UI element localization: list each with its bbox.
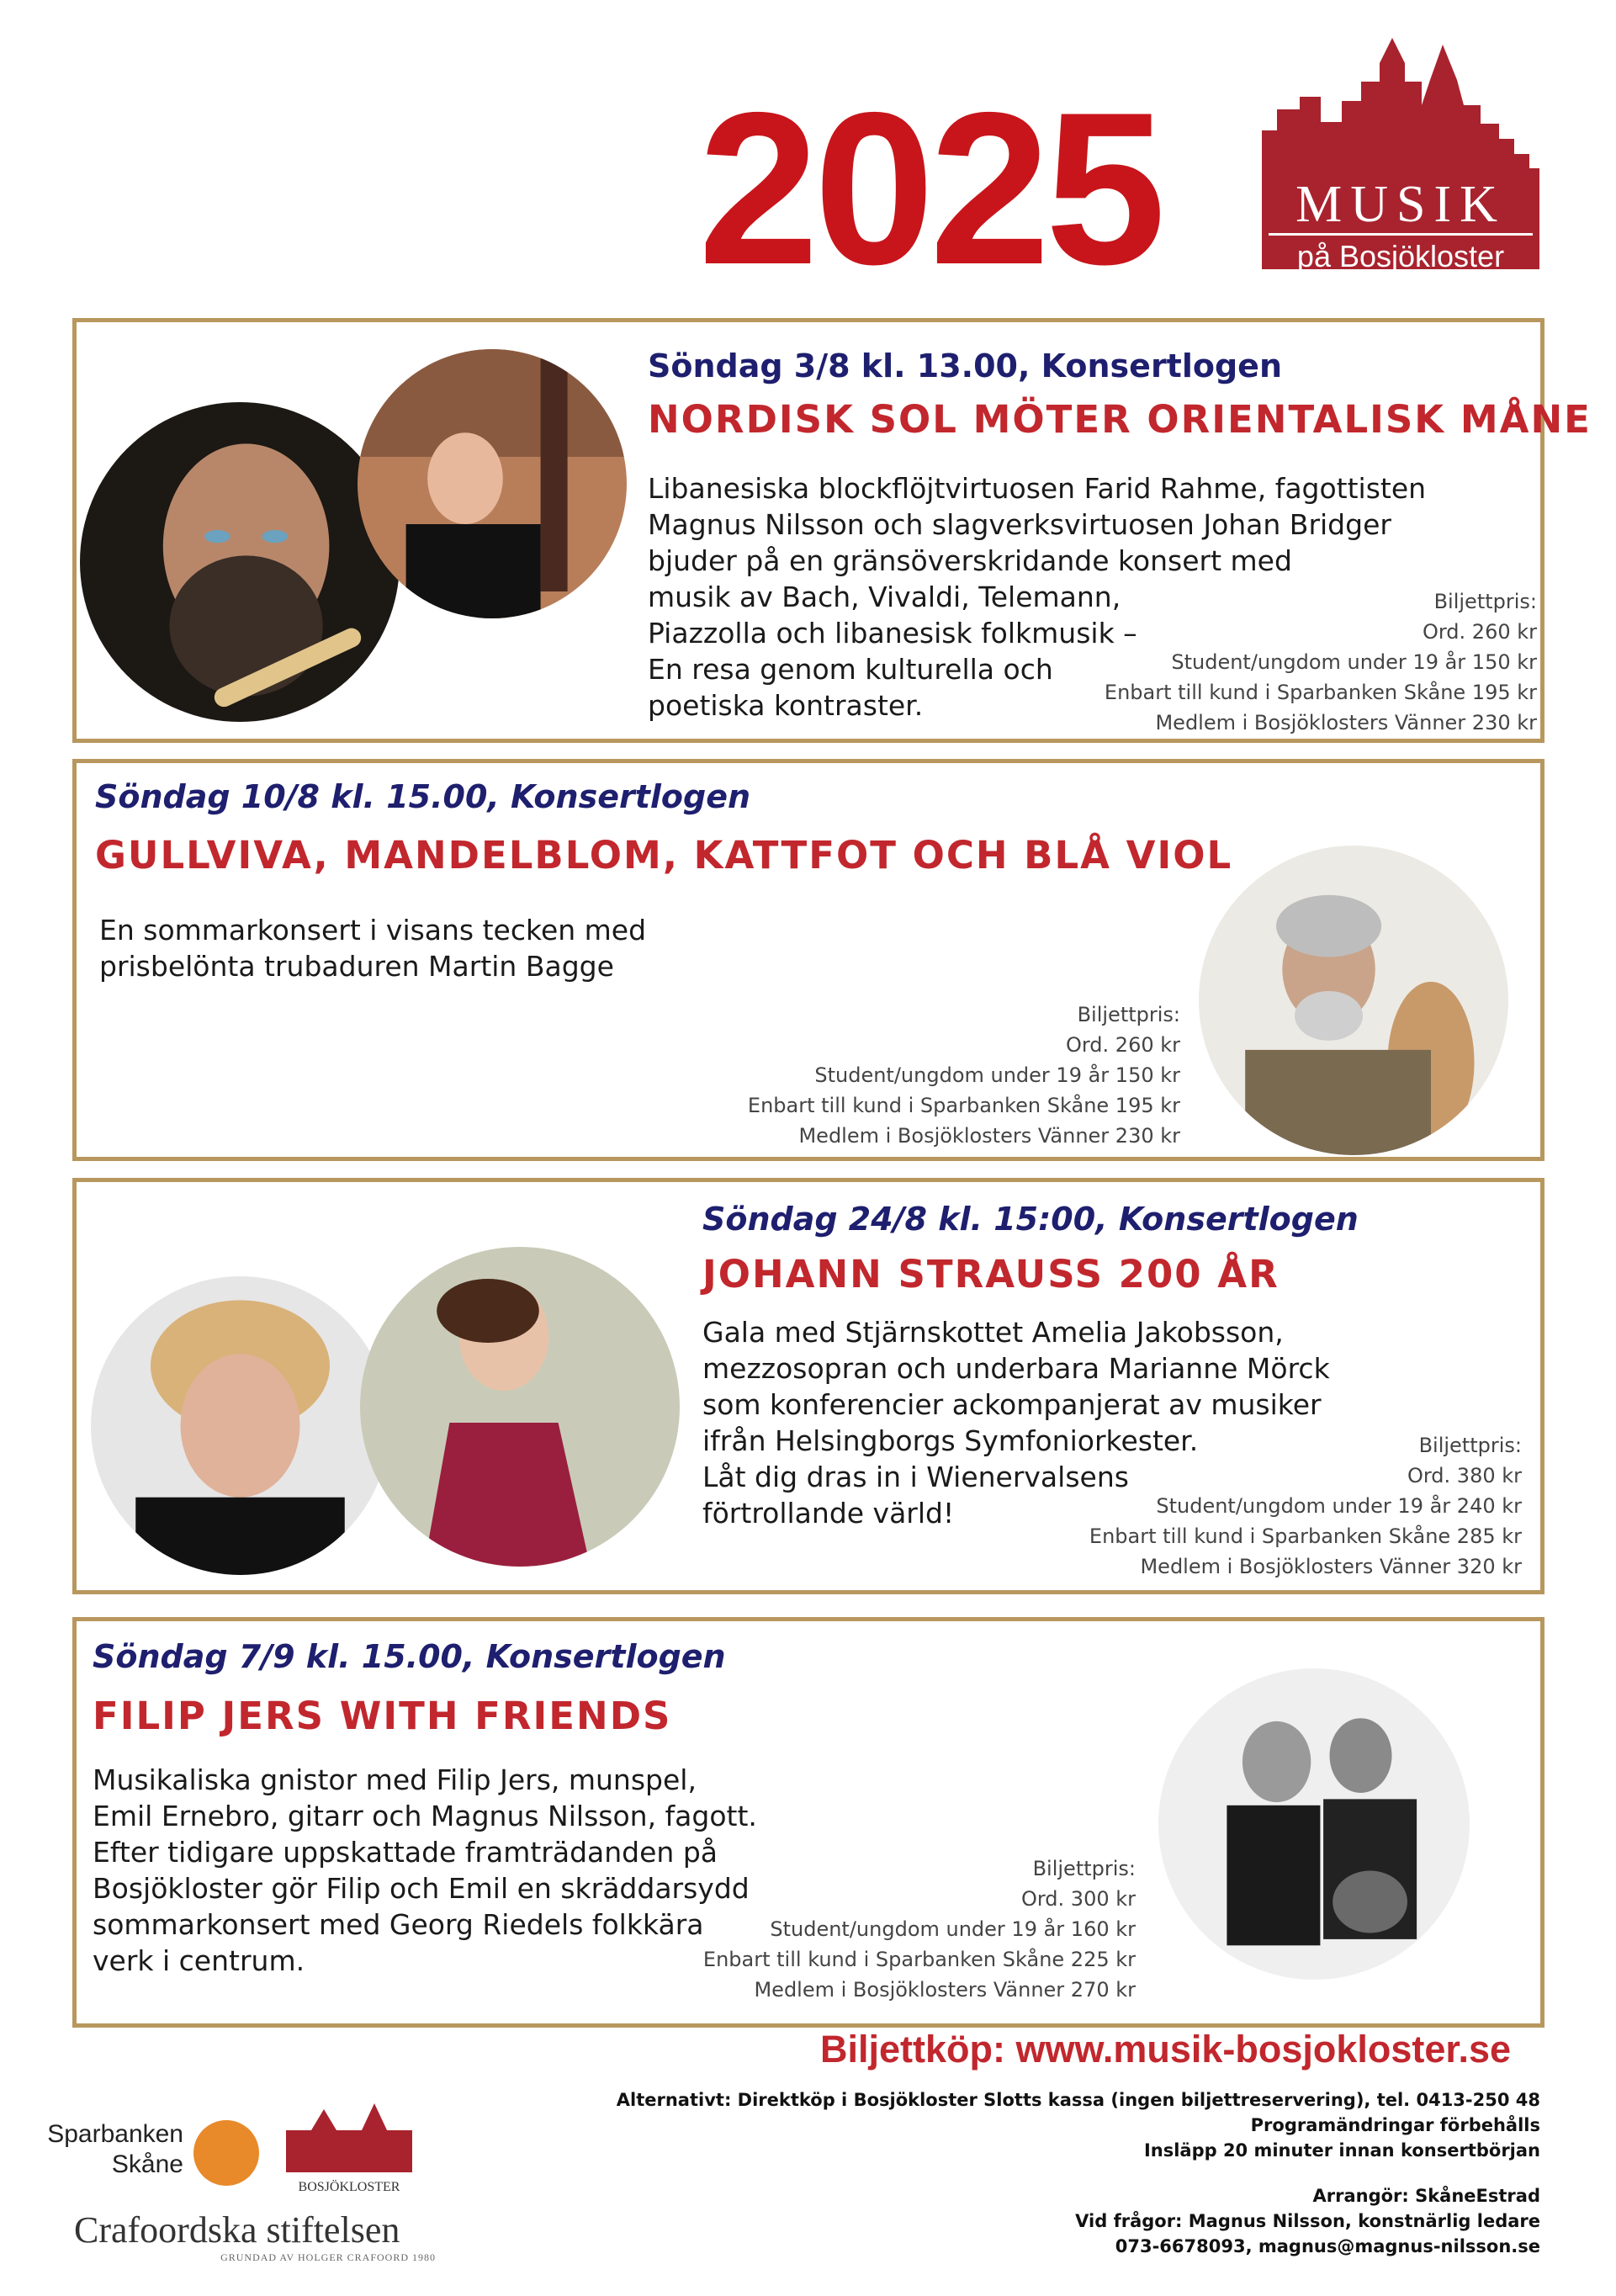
performer-photo-magnus xyxy=(358,349,627,618)
footer-organizer: Arrangör: SkåneEstrad xyxy=(1312,2186,1540,2206)
year-heading: 2025 xyxy=(698,66,1161,310)
crafoord-logo xyxy=(74,2209,436,2264)
concert-2-description: En sommarkonsert i visans tecken med prisbelönta trubaduren Martin Bagge xyxy=(99,914,647,983)
footer-entry: Insläpp 20 minuter innan konsertbörjan xyxy=(1143,2140,1540,2161)
footer-questions: Vid frågor: Magnus Nilsson, konstnärlig ledare xyxy=(1075,2211,1540,2231)
concert-3-prices: Biljettpris: Ord. 380 kr Student/ungdom under 19 år 240 kr Enbart till kund i Sparbanken Skåne 285 kr Medlem i Bosjöklosters Vänner 320 kr xyxy=(1089,1434,1522,1578)
performer-photo-farid xyxy=(80,402,400,722)
concert-3-description: Gala med Stjärnskottet Amelia Jakobsson, mezzosopran och underbara Marianne Mörck som konferencier ackompanjerat av musiker ifrån Helsingborgs Symfoniorkester. Låt dig dras in i Wienervalsens förtrollande värld! xyxy=(702,1316,1330,1530)
bosjokloster-logo xyxy=(278,2097,421,2198)
skane-text: Skåne xyxy=(111,2150,183,2178)
crafoord-text: Crafoordska stiftelsen xyxy=(74,2209,400,2251)
performer-photo-amelia xyxy=(360,1247,680,1567)
concert-4-description: Musikaliska gnistor med Filip Jers, munspel, Emil Ernebro, gitarr och Magnus Nilsson, fagott. Efter tidigare uppskattade framträdanden på Bosjökloster gör Filip och Emil en skräddarsydd sommarkonsert med Georg Riedels folkkära verk i centrum. xyxy=(93,1763,757,1977)
logo-sub: på Bosjökloster xyxy=(1296,239,1505,273)
concert-2-prices: Biljettpris: Ord. 260 kr Student/ungdom under 19 år 150 kr Enbart till kund i Sparbanken Skåne 195 kr Medlem i Bosjöklosters Vänner 230 kr xyxy=(747,1003,1180,1148)
concert-4-title: FILIP JERS WITH FRIENDS xyxy=(93,1694,672,1738)
crafoord-subtext: GRUNDAD AV HOLGER CRAFOORD 1980 xyxy=(220,2251,436,2263)
bosjokloster-text: BOSJÖKLOSTER xyxy=(298,2180,400,2194)
concert-1-date: Söndag 3/8 kl. 13.00, Konsertlogen xyxy=(648,347,1283,384)
concert-1-title: NORDISK SOL MÖTER ORIENTALISK MÅNE xyxy=(648,397,1592,442)
sparbanken-icon xyxy=(193,2120,259,2186)
concert-1-prices: Biljettpris: Ord. 260 kr Student/ungdom under 19 år 150 kr Enbart till kund i Sparbanken Skåne 195 kr Medlem i Bosjöklosters Vänner 230 kr xyxy=(1104,590,1537,734)
footer-changes: Programändringar förbehålls xyxy=(1250,2115,1540,2135)
sparbanken-skane-logo xyxy=(47,2120,268,2187)
performer-photo-marianne xyxy=(91,1276,389,1575)
ticket-purchase-link[interactable]: Biljettköp: www.musik-bosjokloster.se xyxy=(820,2028,1512,2071)
concert-1-description: Libanesiska blockflöjtvirtuosen Farid Rahme, fagottisten Magnus Nilsson och slagverksvirtuosen Johan Bridger bjuder på en gränsöverskridande konsert med musik av Bach, Vivaldi, Telemann, Piazzolla och libanesisk folkmusik – En resa genom kulturella och poetiska kontraster. xyxy=(648,472,1427,722)
footer-alternative: Alternativt: Direktköp i Bosjökloster Slotts kassa (ingen biljettreservering), tel. 0413-250 48 xyxy=(616,2090,1540,2110)
concert-4-prices: Biljettpris: Ord. 300 kr Student/ungdom under 19 år 160 kr Enbart till kund i Sparbanken Skåne 225 kr Medlem i Bosjöklosters Vänner 270 kr xyxy=(702,1857,1136,2002)
concert-3-title: JOHANN STRAUSS 200 ÅR xyxy=(702,1252,1280,1296)
concert-3-date: Söndag 24/8 kl. 15:00, Konsertlogen xyxy=(702,1201,1359,1238)
logo-word: MUSIK xyxy=(1295,176,1506,233)
footer-contact: 073-6678093, magnus@magnus-nilsson.se xyxy=(1115,2236,1540,2256)
performer-photo-martin xyxy=(1199,846,1508,1155)
concert-2-title: GULLVIVA, MANDELBLOM, KATTFOT OCH BLÅ VIOL xyxy=(95,833,1233,878)
concert-4-date: Söndag 7/9 kl. 15.00, Konsertlogen xyxy=(93,1638,726,1675)
concert-2-date: Söndag 10/8 kl. 15.00, Konsertlogen xyxy=(95,778,751,815)
musik-bosjokloster-logo xyxy=(1262,29,1539,299)
sparbanken-text: Sparbanken xyxy=(47,2120,183,2148)
performer-photo-filip-emil xyxy=(1158,1668,1470,1980)
